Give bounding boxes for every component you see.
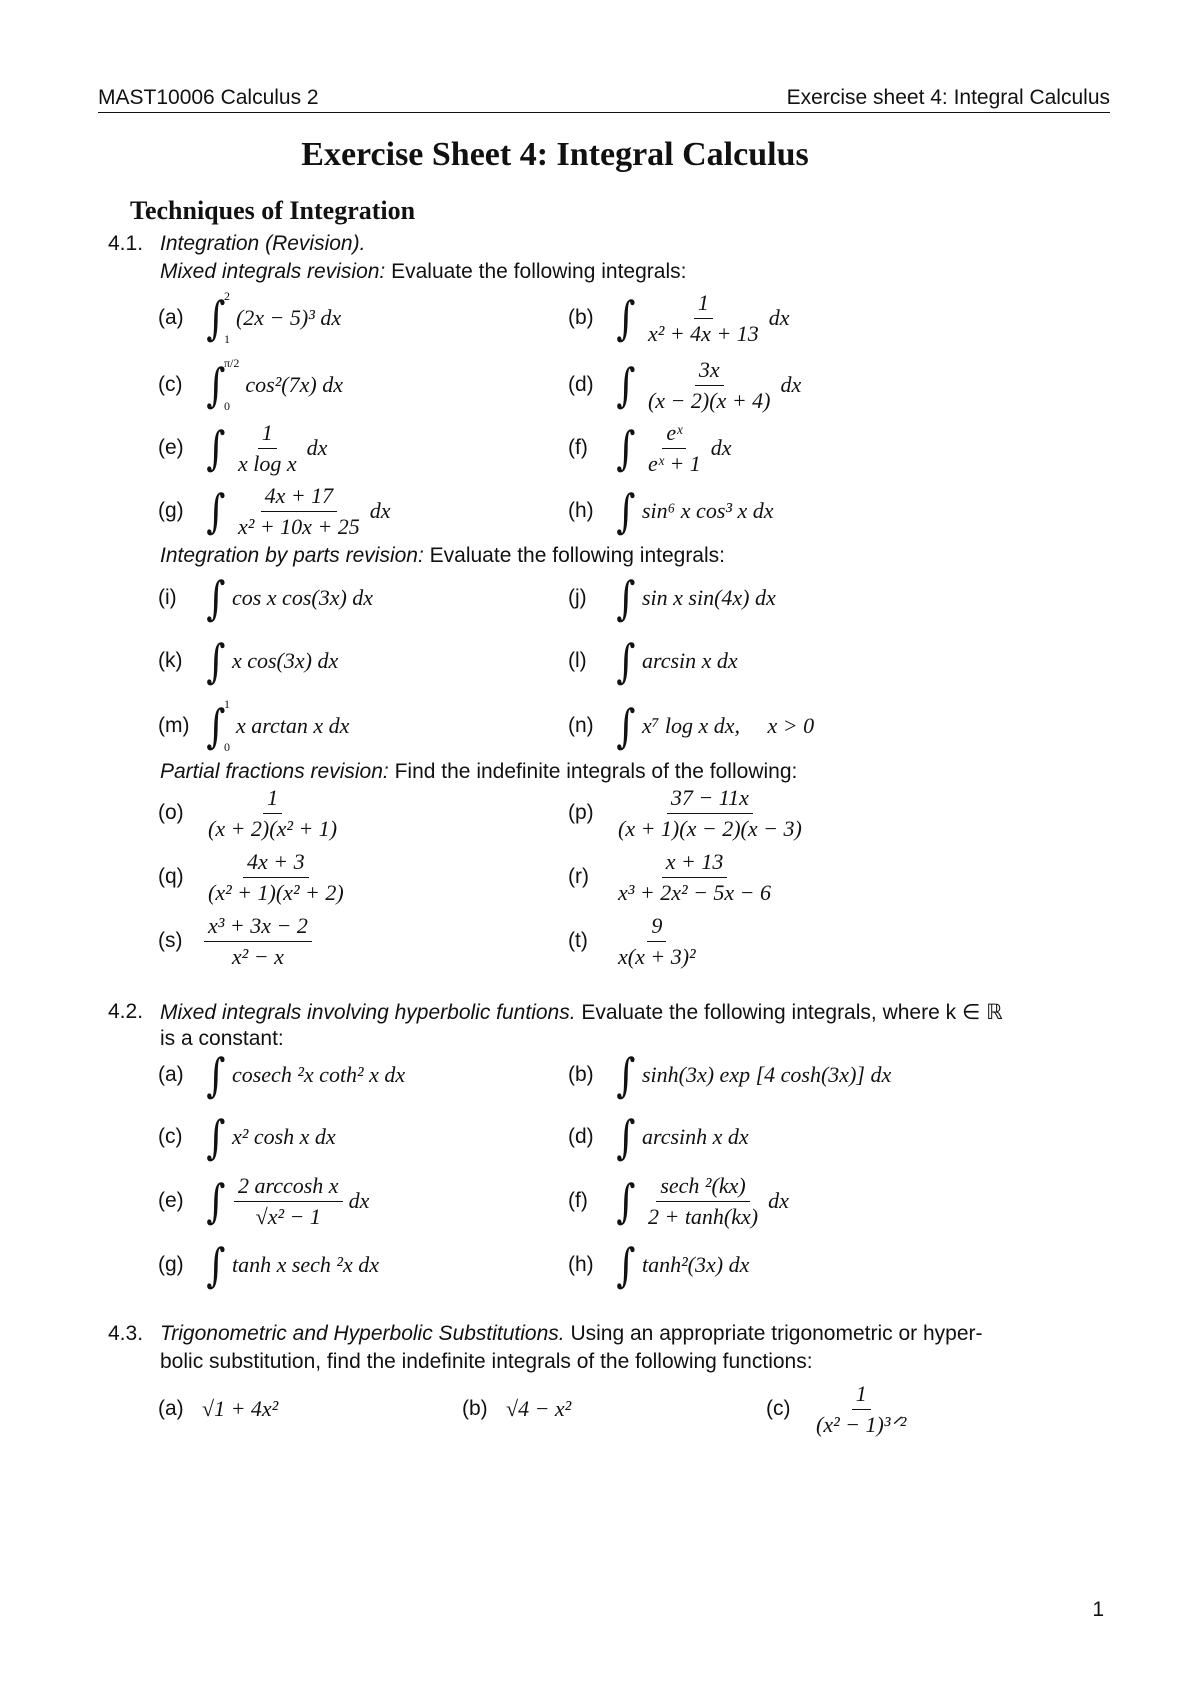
problem-item — [568, 565, 776, 631]
problem-item — [568, 844, 781, 910]
integral-sign: ∫ — [206, 1174, 226, 1228]
fraction — [614, 785, 806, 842]
page-number: 1 — [1092, 1598, 1104, 1621]
item-label: (a) — [158, 306, 184, 329]
numerator: sech ²(kx) — [656, 1173, 749, 1202]
item-label: (c) — [158, 1125, 183, 1148]
lower-limit: 0 — [223, 740, 230, 754]
item-label: (b) — [568, 306, 594, 329]
problem-item — [158, 1232, 379, 1298]
integrand: x cos(3x) dx — [231, 648, 339, 673]
numerator: 4x + 17 — [261, 483, 338, 512]
question-number: 4.1. — [108, 232, 144, 255]
integral-limits — [224, 356, 239, 414]
integrand: sinh(3x) exp [4 cosh(3x)] dx — [641, 1062, 892, 1087]
denominator: x² + 4x + 13 — [647, 320, 759, 346]
denominator: (x − 2)(x + 4) — [647, 387, 771, 413]
denominator: x² − x — [231, 943, 284, 969]
question-intro-cont: is a constant: — [160, 1027, 284, 1050]
problem-item — [158, 844, 354, 910]
integrand: arcsinh x dx — [641, 1124, 749, 1149]
item-label: (g) — [158, 1253, 184, 1276]
numerator: 2 arccosh x — [234, 1173, 343, 1202]
denominator: √x² − 1 — [255, 1203, 321, 1229]
integral-sign: ∫ — [616, 1048, 636, 1102]
integral-sign: ∫ — [206, 291, 226, 345]
item-label: (r) — [568, 865, 589, 888]
item-label: (t) — [568, 929, 588, 952]
numerator: 37 − 11x — [667, 785, 753, 814]
header-sheet-title: Exercise sheet 4: Integral Calculus — [786, 86, 1110, 109]
item-label: (l) — [568, 649, 587, 672]
integrand: √4 − x² — [506, 1396, 572, 1421]
problem-item — [158, 780, 347, 846]
integral-sign: ∫ — [206, 634, 226, 688]
question-intro: Evaluate the following integrals, where k ∈ ℝ — [575, 1001, 1003, 1024]
integral-sign: ∫ — [616, 291, 636, 345]
numerator: 9 — [647, 913, 666, 942]
fraction — [234, 483, 364, 540]
differential: dx — [369, 498, 391, 523]
denominator: x² + 10x + 25 — [237, 513, 360, 539]
item-label: (e) — [158, 1189, 184, 1212]
question-heading — [160, 1000, 1003, 1025]
fraction — [614, 913, 700, 970]
section-heading: Techniques of Integration — [130, 196, 416, 225]
integrand: x arctan x dx — [235, 713, 350, 738]
fraction — [234, 1173, 343, 1230]
numerator: x + 13 — [662, 849, 728, 878]
problem-item — [462, 1376, 571, 1442]
integral-sign: ∫ — [616, 1110, 636, 1164]
intro-italic: Partial fractions revision: — [160, 760, 389, 783]
integral-sign: ∫ — [616, 1174, 636, 1228]
integrand: tanh x sech ²x dx — [231, 1252, 380, 1277]
page-title: Exercise Sheet 4: Integral Calculus — [301, 136, 809, 173]
integrand: x² cosh x dx — [231, 1124, 336, 1149]
item-label: (m) — [158, 714, 190, 737]
numerator: 1 — [258, 420, 277, 449]
numerator: 3x — [695, 357, 724, 386]
upper-limit: 2 — [223, 289, 230, 303]
problem-item — [158, 628, 338, 694]
denominator: 2 + tanh(kx) — [647, 1203, 759, 1229]
denominator: (x² − 1)³ᐟ² — [816, 1411, 907, 1437]
problem-item — [568, 478, 774, 544]
header-rule — [98, 112, 1110, 113]
question-title: Mixed integrals involving hyperbolic funtions. — [160, 1001, 576, 1024]
integral-sign: ∫ — [206, 571, 226, 625]
denominator: x(x + 3)² — [618, 943, 696, 969]
intro-text: Evaluate the following integrals: — [423, 544, 725, 567]
question-title: Trigonometric and Hyperbolic Substitutions. — [160, 1322, 565, 1345]
integral-sign: ∫ — [616, 699, 636, 753]
problem-item — [568, 285, 790, 351]
problem-item — [158, 1168, 369, 1234]
lower-limit: 1 — [223, 332, 230, 346]
intro-italic: Integration by parts revision: — [160, 544, 424, 567]
integral-sign: ∫ — [206, 484, 226, 538]
numerator: 1 — [694, 290, 713, 319]
fraction — [204, 913, 312, 970]
numerator: x³ + 3x − 2 — [204, 913, 312, 942]
denominator: x³ + 2x² − 5x − 6 — [618, 879, 772, 905]
item-label: (f) — [568, 436, 588, 459]
item-label: (i) — [158, 586, 177, 609]
question-title: Integration (Revision). — [160, 232, 366, 255]
item-label: (p) — [568, 801, 594, 824]
integrand: sin x sin(4x) dx — [641, 585, 776, 610]
intro-italic: Mixed integrals revision: — [160, 260, 386, 283]
numerator: eˣ — [662, 420, 686, 449]
fraction — [644, 290, 763, 347]
integrand: cosech ²x coth² x dx — [231, 1062, 406, 1087]
problem-item — [568, 415, 732, 481]
integral-sign: ∫ — [616, 1238, 636, 1292]
integral-sign: ∫ — [206, 1110, 226, 1164]
integrand: cos²(7x) dx — [245, 372, 343, 397]
lower-limit: 0 — [223, 399, 230, 413]
problem-item — [568, 908, 706, 974]
question-number: 4.2. — [108, 1000, 144, 1023]
fraction — [644, 357, 775, 414]
integral-sign: ∫ — [206, 1048, 226, 1102]
fraction — [204, 785, 341, 842]
integral-sign: ∫ — [206, 358, 226, 412]
item-label: (d) — [568, 373, 594, 396]
numerator: 1 — [852, 1381, 871, 1410]
item-label: (a) — [158, 1397, 184, 1420]
question-number: 4.3. — [108, 1322, 144, 1345]
intro-text: Evaluate the following integrals: — [385, 260, 687, 283]
upper-limit: π/2 — [223, 356, 240, 370]
fraction — [644, 420, 705, 477]
item-label: (c) — [766, 1397, 791, 1420]
problem-item — [568, 1104, 749, 1170]
integrand: arcsin x dx — [641, 648, 738, 673]
denominator: (x² + 1)(x² + 2) — [208, 879, 344, 905]
differential: dx — [710, 435, 732, 460]
integrand: x⁷ log x dx, x > 0 — [641, 713, 815, 738]
item-label: (j) — [568, 586, 587, 609]
problem-item — [568, 1168, 789, 1234]
item-label: (g) — [158, 499, 184, 522]
integral-sign: ∫ — [616, 484, 636, 538]
problem-item — [158, 478, 391, 544]
problem-item — [568, 352, 801, 418]
problem-item — [568, 693, 814, 759]
problem-item — [158, 415, 327, 481]
integrand: tanh²(3x) dx — [641, 1252, 750, 1277]
differential: dx — [306, 435, 328, 460]
subsection-intro — [160, 260, 686, 284]
item-label: (d) — [568, 1125, 594, 1148]
item-label: (a) — [158, 1063, 184, 1086]
denominator: eˣ + 1 — [647, 450, 701, 476]
integrand: sin⁶ x cos³ x dx — [641, 498, 774, 523]
problem-item — [568, 628, 738, 694]
item-label: (b) — [462, 1397, 488, 1420]
differential: dx — [348, 1188, 370, 1213]
integrand: (2x − 5)³ dx — [235, 305, 342, 330]
differential: dx — [768, 1188, 789, 1213]
fraction — [644, 1173, 762, 1230]
differential: dx — [768, 305, 790, 330]
item-label: (q) — [158, 865, 184, 888]
question-intro-cont: bolic substitution, find the indefinite integrals of the following functions: — [160, 1350, 813, 1373]
fraction — [812, 1381, 910, 1438]
integral-sign: ∫ — [616, 421, 636, 475]
fraction — [234, 420, 301, 477]
numerator: 4x + 3 — [243, 849, 309, 878]
problem-item — [158, 1376, 278, 1442]
problem-item — [158, 908, 318, 974]
fraction — [204, 849, 348, 906]
item-label: (n) — [568, 714, 594, 737]
integral-sign: ∫ — [206, 699, 226, 753]
item-label: (o) — [158, 801, 184, 824]
problem-item — [158, 1042, 405, 1108]
differential: dx — [780, 372, 802, 397]
item-label: (f) — [568, 1189, 588, 1212]
problem-item — [766, 1376, 916, 1442]
integral-sign: ∫ — [206, 421, 226, 475]
integrand: √1 + 4x² — [202, 1396, 279, 1421]
integral-sign: ∫ — [616, 571, 636, 625]
problem-item — [158, 1104, 336, 1170]
integral-sign: ∫ — [616, 358, 636, 412]
denominator: (x + 2)(x² + 1) — [208, 815, 338, 841]
question-intro: Using an appropriate trigonometric or hyper- — [564, 1322, 983, 1345]
intro-text: Find the indefinite integrals of the following: — [388, 760, 798, 783]
item-label: (k) — [158, 649, 183, 672]
problem-item — [568, 1042, 891, 1108]
integrand: cos x cos(3x) dx — [231, 585, 374, 610]
problem-item — [158, 285, 341, 351]
item-label: (e) — [158, 436, 184, 459]
upper-limit: 1 — [223, 697, 230, 711]
numerator: 1 — [263, 785, 282, 814]
item-label: (s) — [158, 929, 183, 952]
denominator: x log x — [237, 450, 297, 476]
header-course: MAST10006 Calculus 2 — [98, 86, 319, 109]
item-label: (h) — [568, 1253, 594, 1276]
problem-item — [568, 1232, 749, 1298]
fraction — [614, 849, 775, 906]
integral-sign: ∫ — [616, 634, 636, 688]
item-label: (h) — [568, 499, 594, 522]
question-heading — [160, 1322, 983, 1346]
problem-item — [158, 693, 349, 759]
integral-sign: ∫ — [206, 1238, 226, 1292]
problem-item — [158, 352, 343, 418]
item-label: (c) — [158, 373, 183, 396]
item-label: (b) — [568, 1063, 594, 1086]
problem-item — [158, 565, 373, 631]
problem-item — [568, 780, 812, 846]
denominator: (x + 1)(x − 2)(x − 3) — [618, 815, 802, 841]
